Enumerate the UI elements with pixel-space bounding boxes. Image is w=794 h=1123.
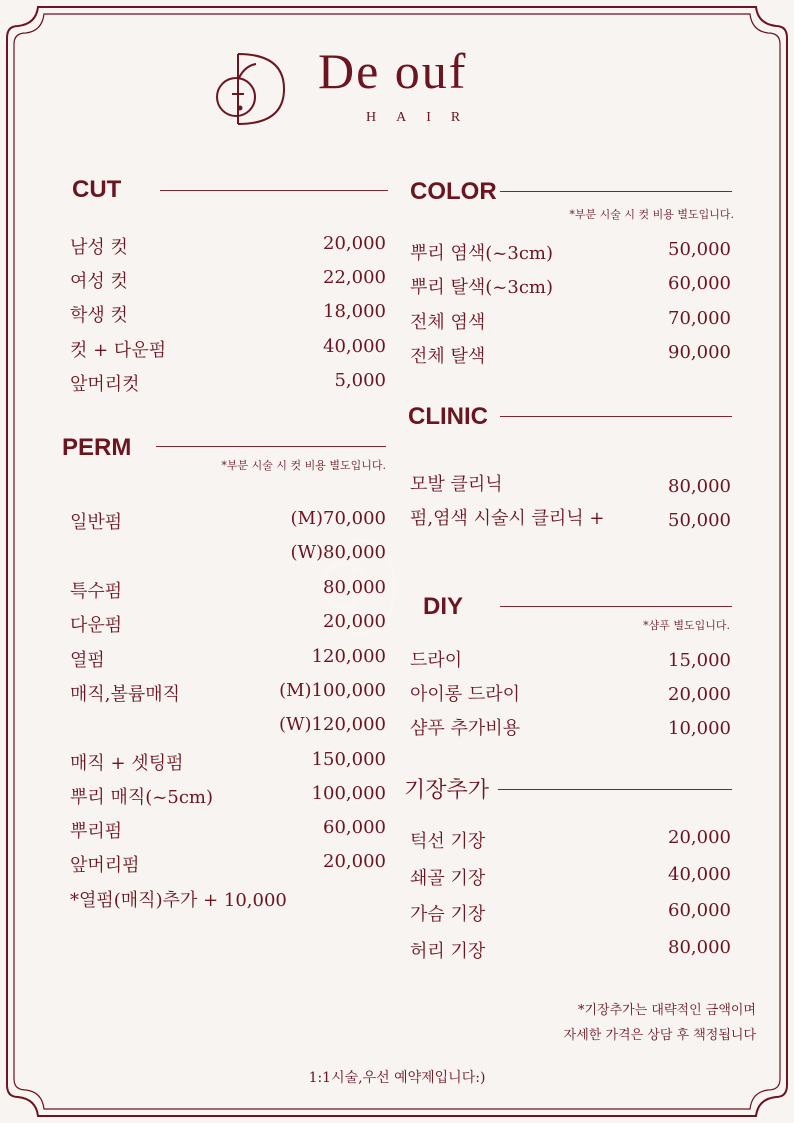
brand-subtitle: HAIR [366,110,481,125]
diy-item-price: 10,000 [668,718,731,739]
brand-name: De ouf [318,43,468,99]
perm-note: *부분 시술 시 컷 비용 별도입니다. [221,459,386,472]
color-item-price: 60,000 [668,273,731,294]
length-item-price: 60,000 [668,900,731,921]
cut-item-name: 앞머리컷 [70,374,140,395]
cut-item-price: 40,000 [323,336,386,357]
length-section-title: 기장추가 [404,778,490,803]
perm-item-price: 100,000 [311,783,386,804]
cut-item-name: 컷 + 다운펌 [70,340,167,361]
color-item-price: 50,000 [668,239,731,260]
length-note-line1: *기장추가는 대략적인 금액이며 [577,1003,756,1018]
length-item-price: 40,000 [668,864,731,885]
cut-item-name: 여성 컷 [70,271,128,292]
length-item-name: 가슴 기장 [410,904,486,925]
diy-item-price: 15,000 [668,650,731,671]
clinic-divider [500,416,732,417]
perm-item-name: 뿌리펌 [70,821,123,842]
length-divider [498,789,732,790]
perm-item-name: 앞머리펌 [70,855,140,876]
clinic-item-price: 80,000 [668,476,731,497]
perm-item-name: 열펌 [70,650,105,671]
perm-item-price: (M)70,000 [290,508,386,529]
cut-item-price: 5,000 [334,370,386,391]
cut-item-name: 남성 컷 [70,237,128,258]
perm-item-price: (M)100,000 [279,680,386,701]
color-item-price: 90,000 [668,342,731,363]
clinic-item-name: 모발 클리닉 [410,474,503,495]
length-item-name: 쇄골 기장 [410,868,486,889]
color-item-name: 전체 탈색 [410,346,486,367]
cut-divider [160,190,388,191]
reservation-footer: 1:1시술,우선 예약제입니다:) [308,1070,486,1086]
clinic-section-title: CLINIC [408,403,488,430]
perm-item-price: 80,000 [323,577,386,598]
cut-item-price: 18,000 [323,301,386,322]
cut-section-title: CUT [72,176,122,203]
perm-item-price: 150,000 [311,749,386,770]
cut-item-name: 학생 컷 [70,305,128,326]
perm-item-price: 120,000 [311,646,386,667]
clinic-item-name: 펌,염색 시술시 클리닉 + [410,508,605,529]
diy-section-title: DIY [423,593,464,620]
color-section-title: COLOR [410,178,497,205]
perm-item-name: 특수펌 [70,581,123,602]
length-item-name: 허리 기장 [410,941,486,962]
color-divider [500,191,732,192]
perm-extra-note: *열펌(매직)추가 + 10,000 [70,890,287,911]
diy-item-name: 아이롱 드라이 [410,684,521,705]
color-item-name: 뿌리 탈색(~3cm) [410,277,554,298]
color-note: *부분 시술 시 컷 비용 별도입니다. [569,208,734,221]
perm-item-name: 뿌리 매직(~5cm) [70,787,214,808]
perm-item-name: 매직,볼륨매직 [70,684,181,705]
perm-item-price: (W)120,000 [279,714,386,735]
diy-item-name: 샴푸 추가비용 [410,718,521,739]
color-item-name: 뿌리 염색(~3cm) [410,243,554,264]
perm-item-name: 다운펌 [70,615,123,636]
diy-divider [500,606,732,607]
diy-item-name: 드라이 [410,650,463,671]
length-note-line2: 자세한 가격은 상담 후 책정됩니다 [563,1028,756,1043]
perm-divider [156,446,386,447]
perm-item-price: 60,000 [323,817,386,838]
logo-mark-icon [212,50,288,126]
perm-item-price: 20,000 [323,611,386,632]
clinic-item-price: 50,000 [668,510,731,531]
length-item-price: 80,000 [668,937,731,958]
diy-note: *샴푸 별도입니다. [643,619,730,632]
length-item-name: 턱선 기장 [410,831,486,852]
perm-item-name: 일반펌 [70,512,123,533]
color-item-price: 70,000 [668,308,731,329]
diy-item-price: 20,000 [668,684,731,705]
length-item-price: 20,000 [668,827,731,848]
cut-item-price: 20,000 [323,233,386,254]
perm-section-title: PERM [62,434,132,461]
perm-item-price: 20,000 [323,851,386,872]
color-item-name: 전체 염색 [410,312,486,333]
perm-item-name: 매직 + 셋팅펌 [70,753,184,774]
perm-item-price: (W)80,000 [290,542,386,563]
cut-item-price: 22,000 [323,267,386,288]
